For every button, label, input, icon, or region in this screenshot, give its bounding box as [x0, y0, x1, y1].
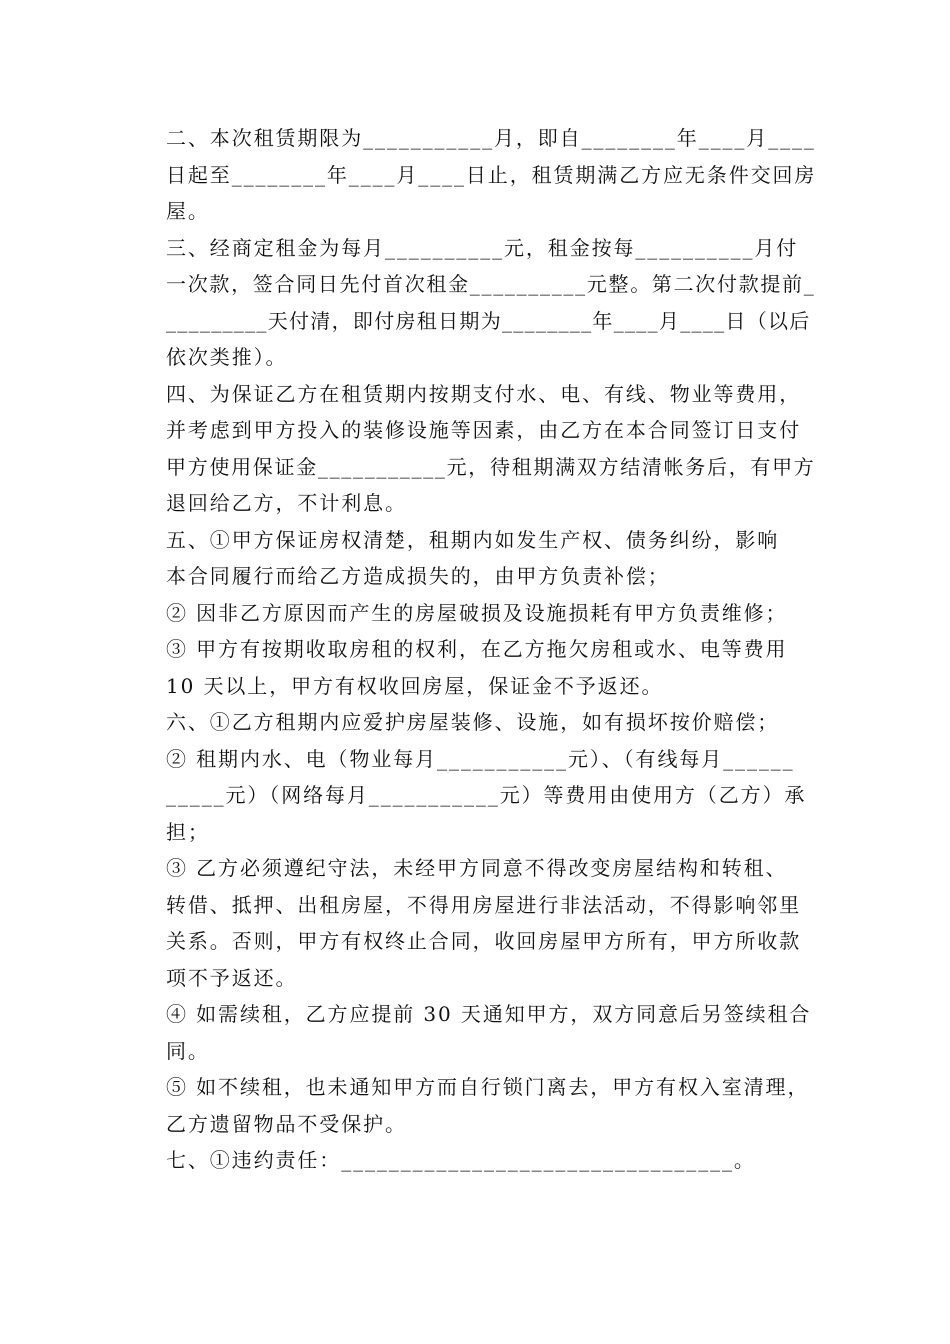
- clause-4: [146, 376, 816, 522]
- text-line: 日起至________年____月____日止，租赁期满乙方应无条件交回房: [166, 162, 817, 187]
- clause-6-5: [146, 1069, 816, 1142]
- text-line: 关系。否则，甲方有权终止合同，收回房屋甲方所有，甲方所收款: [166, 929, 802, 953]
- text-line: 四、为保证乙方在租赁期内按期支付水、电、有线、物业等费用，: [166, 381, 802, 406]
- text-line: 10 天以上，甲方有权收回房屋，保证金不予返还。: [166, 673, 664, 698]
- clause-5-2: [146, 595, 816, 632]
- text-line: ③ 乙方必须遵纪守法，未经甲方同意不得改变房屋结构和转租、: [166, 856, 788, 880]
- text-line: 项不予返还。: [166, 965, 298, 990]
- text-line: ② 租期内水、电（物业每月___________元）、（有线每月______: [166, 746, 795, 771]
- clause-6-4: [146, 996, 816, 1069]
- clause-3: [146, 230, 816, 376]
- clause-5-3: [146, 631, 816, 704]
- clause-5-1: [146, 522, 816, 595]
- text-line: 三、经商定租金为每月__________元，租金按每__________月付: [166, 235, 799, 260]
- text-line: 乙方遗留物品不受保护。: [166, 1111, 407, 1136]
- clause-7-1: [146, 1142, 816, 1179]
- text-line: 五、①甲方保证房权清楚，租期内如发生产权、债务纠纷，影响: [166, 527, 780, 552]
- text-line: 并考虑到甲方投入的装修设施等因素，由乙方在本合同签订日支付: [166, 418, 802, 442]
- clause-2: [146, 120, 816, 230]
- text-line: 担；: [166, 819, 210, 844]
- text-line: 本合同履行而给乙方造成损失的，由甲方负责补偿；: [166, 564, 670, 588]
- text-line: ③ 甲方有按期收取房租的权利，在乙方拖欠房租或水、电等费用: [166, 637, 788, 661]
- text-line: _________天付清，即付房租日期为________年____月____日（以后: [166, 308, 811, 333]
- text-line: 六、①乙方租期内应爱护房屋装修、设施，如有损坏按价赔偿；: [166, 710, 780, 734]
- text-line: 转借、抵押、出租房屋，不得用房屋进行非法活动，不得影响邻里: [166, 892, 802, 917]
- text-line: 退回给乙方，不计利息。: [166, 491, 407, 515]
- clause-6-1: [146, 704, 816, 741]
- text-line: 依次类推）。: [166, 345, 288, 369]
- text-line: _____元）（网络每月___________元）等费用由使用方（乙方）承: [166, 783, 807, 807]
- clause-6-3: [146, 850, 816, 996]
- text-line: 七、①违约责任：_________________________________。: [166, 1148, 756, 1172]
- text-line: 二、本次租赁期限为___________月，即自________年____月____: [166, 126, 816, 150]
- text-line: ② 因非乙方原因而产生的房屋破损及设施损耗有甲方负责维修；: [166, 600, 788, 625]
- text-line: 甲方使用保证金___________元，待租期满双方结清帐务后，有甲方: [166, 454, 816, 479]
- text-line: 同。: [166, 1038, 210, 1063]
- clause-6-2: [146, 741, 816, 851]
- text-line: 一次款，签合同日先付首次租金__________元整。第二次付款提前_: [166, 272, 816, 296]
- contract-body: [146, 120, 816, 1179]
- text-line: ④ 如需续租，乙方应提前 30 天通知甲方，双方同意后另签续租合: [166, 1002, 812, 1026]
- text-line: ⑤ 如不续租，也未通知甲方而自行锁门离去，甲方有权入室清理，: [166, 1075, 810, 1099]
- text-line: 屋。: [166, 199, 210, 223]
